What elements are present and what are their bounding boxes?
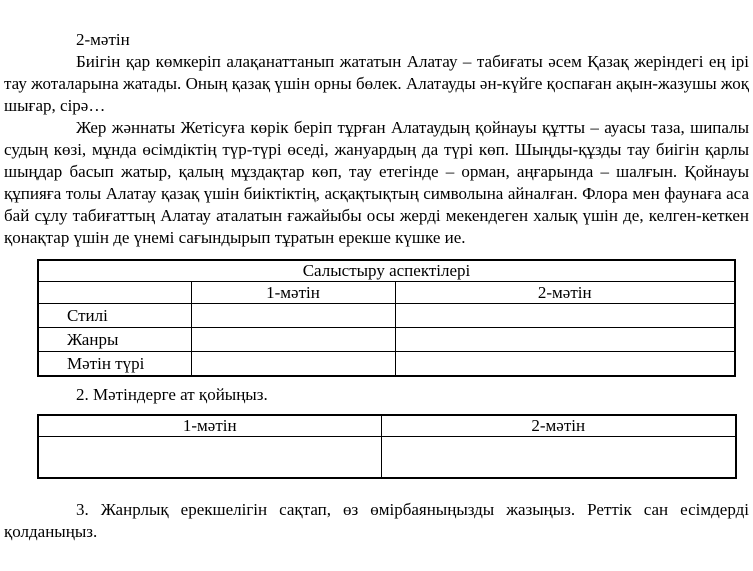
comparison-row-texttype (38, 352, 735, 377)
answer-cell-genre-text2[interactable] (395, 328, 735, 352)
comparison-row-genre (38, 328, 735, 352)
row-label-genre: Жанры (38, 328, 191, 352)
task2-heading: 2. Мәтіндерге ат қойыңыз. (76, 385, 268, 404)
comparison-table-title-row (38, 260, 735, 282)
text2-heading: 2-мәтін (76, 30, 130, 49)
row-label-style: Стилі (38, 304, 191, 328)
comparison-header-text2: 2-мәтін (395, 282, 735, 304)
comparison-header-empty (38, 282, 191, 304)
paragraph-1: Биігін қар көмкеріп алақанаттанып жататын Алатау – табиғаты әсем Қазақ жеріндегі ең ірі тау жоталарына жатады. Оның қазақ үшін орны бөлек. Алатауды ән-күйге қоспаған ақын-жазушы жоқ шығар, сірә… (4, 52, 749, 115)
paragraph-2: Жер жәннаты Жетісуға көрік беріп тұрған Алатаудың қойнауы құтты – ауасы таза, шипалы судың көзі, мұнда өсімдіктің түр-түрі өседі, жануардың да түрі көп. Шыңды-құзды тау биігін қарлы шыңдар басып жатыр, қалың мұздақтар көп, тау етегінде – орман, аңғарында – шалғын. Қойнауы құпияға толы Алатау қазақ үшін биіктіктің, асқақтықтың символына айналған. Флора мен фаунаға аса бай сұлу табиғаттың Алатау аталатын ғажайыбы осы жерді мекендеген халық үшін де, келген-кеткен қонақтар үшін де үнемі сағындырып тұратын ерекше күшке ие. (4, 118, 749, 247)
naming-header-text1: 1-мәтін (38, 415, 381, 437)
comparison-table (37, 259, 736, 377)
naming-header-text2: 2-мәтін (381, 415, 736, 437)
answer-cell-texttype-text2[interactable] (395, 352, 735, 377)
answer-cell-texttype-text1[interactable] (191, 352, 395, 377)
comparison-table-header-row (38, 282, 735, 304)
comparison-table-title: Салыстыру аспектілері (38, 260, 735, 282)
naming-table-header-row (38, 415, 736, 437)
answer-cell-style-text1[interactable] (191, 304, 395, 328)
task3-text: 3. Жанрлық ерекшелігін сақтап, өз өмірбаяныңызды жазыңыз. Реттік сан есімдерді қолданыңыз. (4, 500, 749, 541)
answer-cell-style-text2[interactable] (395, 304, 735, 328)
naming-table (37, 414, 737, 479)
comparison-header-text1: 1-мәтін (191, 282, 395, 304)
answer-cell-name-text2[interactable] (381, 437, 736, 479)
answer-cell-name-text1[interactable] (38, 437, 381, 479)
comparison-row-style (38, 304, 735, 328)
naming-table-answer-row (38, 437, 736, 479)
answer-cell-genre-text1[interactable] (191, 328, 395, 352)
row-label-texttype: Мәтін түрі (38, 352, 191, 377)
